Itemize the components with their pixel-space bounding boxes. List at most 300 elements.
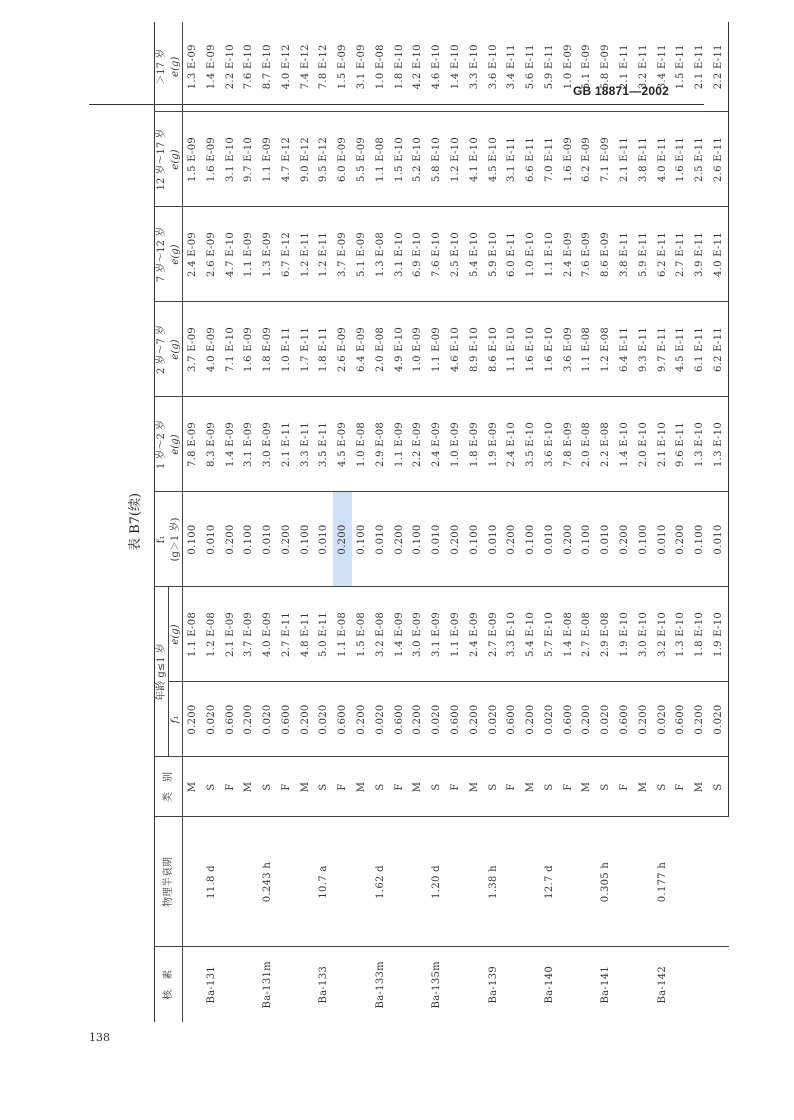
f1-older-cell: 0.010	[202, 492, 221, 587]
f1-older-cell: 0.200	[390, 492, 409, 587]
eg-12-17-cell: 6.2 E-09	[578, 112, 597, 207]
f1-infant-cell: 0.600	[277, 682, 296, 757]
half-life-cell: 0.177 h	[634, 817, 690, 947]
eg-gt17-cell: 2.1 E-11	[694, 44, 706, 90]
eg-2-7-cell: 1.1 E-08	[578, 302, 597, 397]
eg-infant-cell: 1.4 E-09	[390, 587, 409, 682]
eg-7-12-cell: 3.7 E-09	[333, 207, 352, 302]
type-cell: S	[653, 757, 672, 817]
eg-infant-cell: 3.0 E-09	[408, 587, 427, 682]
eg-infant-cell: 1.9 E-10	[615, 587, 634, 682]
eg-infant-cell: 3.2 E-10	[653, 587, 672, 682]
eg-7-12-cell: 6.7 E-12	[277, 207, 296, 302]
f1-older-cell: 0.100	[352, 492, 371, 587]
eg-7-12-cell: 1.3 E-09	[258, 207, 277, 302]
eg-1-2-cell: 7.8 E-09	[183, 397, 202, 492]
eg-infant-cell: 5.0 E-11	[315, 587, 334, 682]
f1-older-cell: 0.100	[690, 492, 709, 587]
eg-1-2-cell: 1.4 E-10	[615, 397, 634, 492]
age-gt17-header: ＞17 岁	[155, 22, 169, 112]
eg-1-2-cell: 2.9 E-08	[371, 397, 390, 492]
eg-7-12-cell: 4.7 E-10	[221, 207, 240, 302]
type-cell: S	[371, 757, 390, 817]
eg-7-12-cell: 5.4 E-10	[465, 207, 484, 302]
eg-infant-cell: 3.0 E-10	[634, 587, 653, 682]
f1-infant-cell: 0.600	[446, 682, 465, 757]
eg-1-2-cell: 1.9 E-09	[484, 397, 503, 492]
f1-infant-cell: 0.600	[333, 682, 352, 757]
rotated-table-block	[118, 22, 748, 1022]
eg-gt17-cell: 5.6 E-11	[525, 44, 537, 90]
eg-1-2-cell: 2.1 E-11	[277, 397, 296, 492]
half-life-cell: 0.305 h	[578, 817, 634, 947]
eg-2-7-cell: 9.7 E-11	[653, 302, 672, 397]
eg-gt17-cell: 7.8 E-12	[318, 44, 330, 90]
header-row-top	[155, 22, 169, 1022]
f1-infant-cell: 0.200	[296, 682, 315, 757]
eg-12-17-cell: 5.8 E-10	[427, 112, 446, 207]
eg-12-17-cell: 1.6 E-09	[202, 112, 221, 207]
eg-2-7-cell: 8.6 E-10	[484, 302, 503, 397]
eg-gt17-cell: 1.4 E-09	[205, 44, 217, 90]
eg-2-7-header: e(g)	[169, 302, 183, 397]
f1-older-cell: 0.200	[277, 492, 296, 587]
half-life-cell: 12.7 d	[521, 817, 577, 947]
type-cell: S	[596, 757, 615, 817]
eg-12-17-cell: 1.1 E-09	[258, 112, 277, 207]
type-cell: S	[709, 757, 729, 817]
nuclide-cell: Ba-141	[578, 947, 634, 1022]
eg-gt17-cell: 1.8 E-10	[393, 44, 405, 90]
eg-2-7-cell: 6.1 E-11	[690, 302, 709, 397]
eg-12-17-cell: 2.6 E-11	[709, 112, 729, 207]
half-life-cell: 1.38 h	[465, 817, 521, 947]
eg-gt17-cell: 2.1 E-11	[618, 44, 630, 90]
eg-1-2-cell: 3.6 E-10	[540, 397, 559, 492]
eg-12-17-cell: 1.6 E-11	[671, 112, 690, 207]
eg-12-17-cell: 6.0 E-09	[333, 112, 352, 207]
eg-2-7-cell: 1.7 E-11	[296, 302, 315, 397]
type-cell: M	[408, 757, 427, 817]
eg-12-17-cell: 1.5 E-09	[183, 112, 202, 207]
type-cell: F	[333, 757, 352, 817]
eg-1-2-cell: 1.0 E-08	[352, 397, 371, 492]
eg-12-17-cell: 9.5 E-12	[315, 112, 334, 207]
type-cell: F	[221, 757, 240, 817]
eg-2-7-cell: 4.0 E-09	[202, 302, 221, 397]
eg-gt17-cell: 1.5 E-11	[675, 44, 687, 90]
eg-2-7-cell: 6.4 E-09	[352, 302, 371, 397]
type-cell: F	[502, 757, 521, 817]
eg-1-2-cell: 4.5 E-09	[333, 397, 352, 492]
f1-infant-cell: 0.020	[258, 682, 277, 757]
eg-1-2-cell: 1.8 E-09	[465, 397, 484, 492]
eg-infant-cell: 2.7 E-11	[277, 587, 296, 682]
nuclide-header: 核 素	[155, 947, 183, 1022]
eg-12-17-cell: 3.1 E-11	[502, 112, 521, 207]
type-cell: S	[484, 757, 503, 817]
nuclide-cell: Ba-139	[465, 947, 521, 1022]
dose-coefficient-table	[154, 22, 729, 1022]
eg-gt17-cell: 1.4 E-10	[449, 44, 461, 90]
eg-2-7-cell: 1.0 E-11	[277, 302, 296, 397]
eg-infant-cell: 1.1 E-08	[333, 587, 352, 682]
type-cell: S	[202, 757, 221, 817]
eg-12-17-cell: 2.1 E-11	[615, 112, 634, 207]
eg-7-12-cell: 1.0 E-10	[521, 207, 540, 302]
eg-1-2-cell: 3.1 E-09	[239, 397, 258, 492]
eg-gt17-cell: 2.2 E-10	[224, 44, 236, 90]
eg-1-2-cell: 1.4 E-09	[221, 397, 240, 492]
f1-older-cell: 0.100	[239, 492, 258, 587]
eg-infant-cell: 1.3 E-10	[671, 587, 690, 682]
eg-7-12-cell: 1.3 E-08	[371, 207, 390, 302]
eg-1-2-cell: 2.4 E-09	[427, 397, 446, 492]
table-row	[352, 22, 371, 1022]
eg-2-7-cell: 2.6 E-09	[333, 302, 352, 397]
f1-older-cell: 0.010	[427, 492, 446, 587]
infant-age-header: 年龄 g≤1 岁	[155, 587, 169, 757]
f1-older-cell: 0.100	[296, 492, 315, 587]
f1-older-cell: 0.200	[502, 492, 521, 587]
eg-2-7-cell: 1.6 E-09	[239, 302, 258, 397]
f1-infant-cell: 0.200	[465, 682, 484, 757]
eg-1-2-cell: 1.1 E-09	[390, 397, 409, 492]
eg-gt17-cell: 3.6 E-10	[487, 44, 499, 90]
age-2-7-header: 2 岁～7 岁	[155, 302, 169, 397]
eg-7-12-cell: 1.1 E-10	[540, 207, 559, 302]
f1-infant-cell: 0.600	[502, 682, 521, 757]
table-body	[183, 22, 729, 1022]
eg-12-17-cell: 1.1 E-08	[371, 112, 390, 207]
eg-1-2-cell: 1.3 E-10	[690, 397, 709, 492]
eg-7-12-cell: 2.4 E-09	[183, 207, 202, 302]
eg-2-7-cell: 6.4 E-11	[615, 302, 634, 397]
half-life-cell: 1.62 d	[352, 817, 408, 947]
eg-infant-cell: 3.3 E-10	[502, 587, 521, 682]
eg-infant-cell: 3.2 E-08	[371, 587, 390, 682]
type-cell: M	[578, 757, 597, 817]
eg-2-7-cell: 3.6 E-09	[559, 302, 578, 397]
eg-gt17-cell: 1.0 E-09	[562, 44, 574, 90]
eg-1-2-cell: 2.2 E-08	[596, 397, 615, 492]
eg-7-12-cell: 2.5 E-10	[446, 207, 465, 302]
f1-older-condition: (g＞1 岁)	[169, 492, 183, 587]
eg-infant-cell: 5.4 E-10	[521, 587, 540, 682]
eg-1-2-cell: 1.0 E-09	[446, 397, 465, 492]
eg-2-7-cell: 2.0 E-08	[371, 302, 390, 397]
eg-7-12-cell: 6.0 E-11	[502, 207, 521, 302]
eg-1-2-cell: 3.5 E-11	[315, 397, 334, 492]
eg-1-2-header: e(g)	[169, 397, 183, 492]
type-cell: M	[634, 757, 653, 817]
eg-7-12-cell: 1.2 E-11	[315, 207, 334, 302]
eg-1-2-cell: 2.0 E-10	[634, 397, 653, 492]
eg-7-12-cell: 5.9 E-11	[634, 207, 653, 302]
table-row	[634, 22, 653, 1022]
eg-1-2-cell: 7.8 E-09	[559, 397, 578, 492]
eg-infant-cell: 2.1 E-09	[221, 587, 240, 682]
f1-infant-cell: 0.200	[521, 682, 540, 757]
f1-older-cell: 0.100	[521, 492, 540, 587]
eg-2-7-cell: 1.6 E-10	[521, 302, 540, 397]
eg-12-17-cell: 4.7 E-12	[277, 112, 296, 207]
f1-older-cell: 0.010	[371, 492, 390, 587]
f1-infant-cell: 0.020	[315, 682, 334, 757]
eg-gt17-cell: 1.5 E-09	[337, 44, 349, 90]
f1-infant-cell: 0.200	[578, 682, 597, 757]
type-cell: M	[690, 757, 709, 817]
eg-gt17-cell: 4.2 E-10	[412, 44, 424, 90]
eg-12-17-cell: 6.6 E-11	[521, 112, 540, 207]
half-life-header: 物理半衰期	[155, 817, 183, 947]
table-row	[183, 22, 202, 1022]
nuclide-cell: Ba-135m	[408, 947, 464, 1022]
eg-1-2-cell: 9.6 E-11	[671, 397, 690, 492]
eg-gt17-cell: 3.4 E-11	[656, 44, 668, 90]
f1-infant-cell: 0.200	[408, 682, 427, 757]
type-header: 类 别	[155, 757, 183, 817]
f1-infant-cell: 0.200	[183, 682, 202, 757]
eg-12-17-cell: 4.1 E-10	[465, 112, 484, 207]
f1-older-cell: 0.200	[333, 492, 352, 587]
f1-infant-cell: 0.020	[371, 682, 390, 757]
f1-infant-cell: 0.600	[559, 682, 578, 757]
eg-12-17-cell: 1.5 E-10	[390, 112, 409, 207]
f1-older-cell: 0.200	[221, 492, 240, 587]
eg-12-17-cell: 4.5 E-10	[484, 112, 503, 207]
type-cell: S	[315, 757, 334, 817]
eg-7-12-cell: 2.4 E-09	[559, 207, 578, 302]
eg-2-7-cell: 1.8 E-09	[258, 302, 277, 397]
eg-infant-cell: 3.7 E-09	[239, 587, 258, 682]
eg-gt17-cell: 1.0 E-08	[374, 44, 386, 90]
table-row	[296, 22, 315, 1022]
eg-gt17-cell: 7.6 E-10	[243, 44, 255, 90]
eg-1-2-cell: 8.3 E-09	[202, 397, 221, 492]
eg-12-17-header: e(g)	[169, 112, 183, 207]
eg-7-12-cell: 8.6 E-09	[596, 207, 615, 302]
eg-2-7-cell: 1.6 E-10	[540, 302, 559, 397]
eg-2-7-cell: 1.2 E-08	[596, 302, 615, 397]
type-cell: M	[296, 757, 315, 817]
f1-older-cell: 0.200	[615, 492, 634, 587]
f1-infant-cell: 0.020	[484, 682, 503, 757]
f1-infant-cell: 0.200	[239, 682, 258, 757]
table-row	[578, 22, 597, 1022]
eg-2-7-cell: 1.1 E-10	[502, 302, 521, 397]
eg-gt17-cell: 7.4 E-12	[299, 44, 311, 90]
eg-2-7-cell: 7.1 E-10	[221, 302, 240, 397]
age-1-2-header: 1 岁～2 岁	[155, 397, 169, 492]
eg-infant-cell: 1.1 E-09	[446, 587, 465, 682]
eg-7-12-cell: 2.6 E-09	[202, 207, 221, 302]
f1-infant-header: f₁	[169, 682, 183, 757]
eg-infant-cell: 5.7 E-10	[540, 587, 559, 682]
f1-older-cell: 0.010	[258, 492, 277, 587]
eg-12-17-cell: 5.5 E-09	[352, 112, 371, 207]
eg-7-12-cell: 5.1 E-09	[352, 207, 371, 302]
eg-7-12-cell: 2.7 E-11	[671, 207, 690, 302]
f1-older-cell: 0.100	[578, 492, 597, 587]
eg-2-7-cell: 1.1 E-09	[427, 302, 446, 397]
eg-2-7-cell: 1.8 E-11	[315, 302, 334, 397]
f1-infant-cell: 0.600	[390, 682, 409, 757]
eg-1-2-cell: 1.3 E-10	[709, 397, 729, 492]
eg-7-12-cell: 7.6 E-09	[578, 207, 597, 302]
eg-1-2-cell: 2.2 E-09	[408, 397, 427, 492]
eg-infant-header: e(g)	[169, 587, 183, 682]
f1-older-cell: 0.200	[559, 492, 578, 587]
eg-gt17-cell: 5.8 E-09	[600, 44, 612, 90]
eg-infant-cell: 2.4 E-09	[465, 587, 484, 682]
eg-7-12-cell: 7.6 E-10	[427, 207, 446, 302]
type-cell: F	[671, 757, 690, 817]
eg-12-17-cell: 1.2 E-10	[446, 112, 465, 207]
f1-older-cell: 0.100	[465, 492, 484, 587]
eg-2-7-cell: 8.9 E-10	[465, 302, 484, 397]
eg-7-12-cell: 5.9 E-10	[484, 207, 503, 302]
eg-gt17-cell: 3.4 E-11	[506, 44, 518, 90]
type-cell: M	[521, 757, 540, 817]
half-life-cell: 1.20 d	[408, 817, 464, 947]
eg-12-17-cell: 1.6 E-09	[559, 112, 578, 207]
table-row	[521, 22, 540, 1022]
eg-gt17-cell: 4.6 E-10	[431, 44, 443, 90]
eg-gt17-cell: 8.7 E-10	[262, 44, 274, 90]
type-cell: S	[258, 757, 277, 817]
nuclide-cell: Ba-133m	[352, 947, 408, 1022]
nuclide-cell: Ba-131	[183, 947, 240, 1022]
half-life-cell: 0.243 h	[239, 817, 295, 947]
table-row	[239, 22, 258, 1022]
f1-older-cell: 0.010	[596, 492, 615, 587]
eg-2-7-cell: 6.2 E-11	[709, 302, 729, 397]
f1-older-cell: 0.010	[709, 492, 729, 587]
f1-older-cell: 0.100	[408, 492, 427, 587]
table-row	[690, 22, 709, 1022]
table-row	[465, 22, 484, 1022]
eg-infant-cell: 1.4 E-08	[559, 587, 578, 682]
eg-infant-cell: 1.2 E-08	[202, 587, 221, 682]
eg-gt17-cell: 2.2 E-11	[709, 22, 729, 112]
eg-infant-cell: 2.9 E-08	[596, 587, 615, 682]
type-cell: S	[540, 757, 559, 817]
f1-infant-cell: 0.020	[596, 682, 615, 757]
eg-2-7-cell: 9.3 E-11	[634, 302, 653, 397]
eg-2-7-cell: 4.5 E-11	[671, 302, 690, 397]
eg-7-12-cell: 3.8 E-11	[615, 207, 634, 302]
age-7-12-header: 7 岁～12 岁	[155, 207, 169, 302]
f1-infant-cell: 0.020	[540, 682, 559, 757]
half-life-cell	[690, 817, 728, 947]
type-cell: F	[277, 757, 296, 817]
nuclide-cell	[690, 947, 728, 1022]
eg-7-12-cell: 3.9 E-11	[690, 207, 709, 302]
eg-7-12-cell: 1.1 E-09	[239, 207, 258, 302]
eg-infant-cell: 1.9 E-10	[709, 587, 729, 682]
eg-12-17-cell: 9.0 E-12	[296, 112, 315, 207]
eg-1-2-cell: 2.0 E-08	[578, 397, 597, 492]
eg-12-17-cell: 7.1 E-09	[596, 112, 615, 207]
eg-infant-cell: 2.7 E-09	[484, 587, 503, 682]
eg-infant-cell: 1.8 E-10	[690, 587, 709, 682]
type-cell: M	[183, 757, 202, 817]
eg-infant-cell: 4.0 E-09	[258, 587, 277, 682]
type-cell: M	[239, 757, 258, 817]
eg-2-7-cell: 4.6 E-10	[446, 302, 465, 397]
type-cell: F	[446, 757, 465, 817]
eg-1-2-cell: 2.4 E-10	[502, 397, 521, 492]
eg-12-17-cell: 5.2 E-10	[408, 112, 427, 207]
eg-12-17-cell: 3.8 E-11	[634, 112, 653, 207]
f1-infant-cell: 0.600	[221, 682, 240, 757]
eg-infant-cell: 1.5 E-08	[352, 587, 371, 682]
eg-1-2-cell: 3.5 E-10	[521, 397, 540, 492]
f1-older-cell: 0.010	[653, 492, 672, 587]
eg-7-12-cell: 6.9 E-10	[408, 207, 427, 302]
eg-infant-cell: 3.1 E-09	[427, 587, 446, 682]
table-row	[408, 22, 427, 1022]
eg-12-17-cell: 2.5 E-11	[690, 112, 709, 207]
nuclide-cell: Ba-142	[634, 947, 690, 1022]
eg-7-12-cell: 6.2 E-11	[653, 207, 672, 302]
half-life-cell: 10.7 a	[296, 817, 352, 947]
nuclide-cell: Ba-133	[296, 947, 352, 1022]
type-cell: F	[615, 757, 634, 817]
eg-12-17-cell: 7.0 E-11	[540, 112, 559, 207]
type-cell: M	[352, 757, 371, 817]
type-cell: S	[427, 757, 446, 817]
f1-infant-cell: 0.020	[202, 682, 221, 757]
eg-1-2-cell: 3.0 E-09	[258, 397, 277, 492]
eg-12-17-cell: 3.1 E-10	[221, 112, 240, 207]
eg-gt17-cell: 5.1 E-09	[581, 44, 593, 90]
f1-older-cell: 0.100	[183, 492, 202, 587]
eg-7-12-header: e(g)	[169, 207, 183, 302]
f1-infant-cell: 0.200	[690, 682, 709, 757]
eg-12-17-cell: 4.0 E-11	[653, 112, 672, 207]
f1-older-cell: 0.010	[540, 492, 559, 587]
f1-older-cell: 0.200	[671, 492, 690, 587]
age-12-17-header: 12 岁～17 岁	[155, 112, 169, 207]
f1-older-cell: 0.010	[484, 492, 503, 587]
f1-infant-cell: 0.020	[427, 682, 446, 757]
eg-gt17-cell: 4.0 E-12	[280, 44, 292, 90]
f1-older-cell: 0.100	[634, 492, 653, 587]
eg-gt17-cell: 3.1 E-09	[356, 44, 368, 90]
f1-infant-cell: 0.600	[671, 682, 690, 757]
f1-infant-cell: 0.200	[352, 682, 371, 757]
f1-infant-cell: 0.200	[634, 682, 653, 757]
f1-older-header: f₁	[155, 492, 169, 587]
type-cell: F	[559, 757, 578, 817]
page-number: 138	[89, 1031, 110, 1044]
table-caption: 表 B7(续)	[128, 492, 143, 552]
f1-older-cell: 0.010	[315, 492, 334, 587]
eg-gt17-cell: 5.9 E-11	[543, 44, 555, 90]
standard-code: GB 18871—2002	[573, 84, 669, 98]
eg-2-7-cell: 3.7 E-09	[183, 302, 202, 397]
eg-gt17-header: e(g)	[169, 22, 183, 112]
eg-2-7-cell: 4.9 E-10	[390, 302, 409, 397]
f1-infant-cell: 0.600	[615, 682, 634, 757]
eg-7-12-cell: 1.2 E-11	[296, 207, 315, 302]
eg-gt17-cell: 3.3 E-10	[468, 44, 480, 90]
eg-12-17-cell: 9.7 E-10	[239, 112, 258, 207]
eg-7-12-cell: 4.0 E-11	[709, 207, 729, 302]
f1-infant-cell: 0.020	[653, 682, 672, 757]
